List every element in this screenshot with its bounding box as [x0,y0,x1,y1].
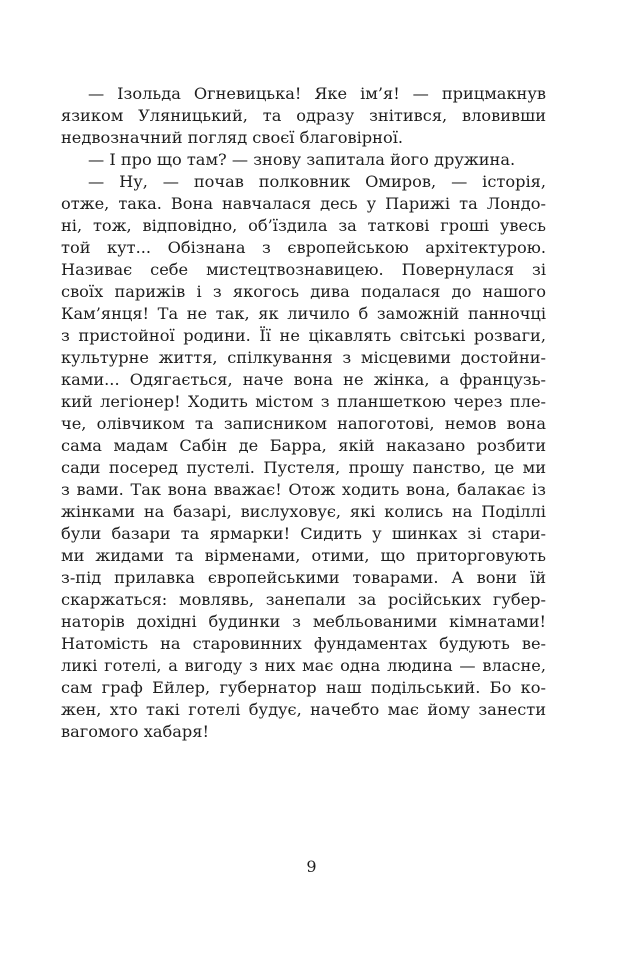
text-line: сама мадам Сабін де Барра, якій наказано розбити [61,436,546,455]
text-line: сади посеред пустелі. Пустеля, прошу панство, це ми [61,458,546,477]
text-line: Називає себе мистецтвознавицею. Повернулася зі [61,260,546,279]
text-line: своїх парижів і з якогось дива подалася до нашого [61,282,546,301]
page-number: 9 [306,857,317,876]
text-line: наторів дохідні будинки з мебльованими кімнатами! [61,612,546,631]
text-line: Натомість на старовинних фундаментах будують ве- [61,634,546,653]
text-line: ликі готелі, а вигоду з них має одна людина — власне, [61,656,546,675]
text-line: жен, хто такі готелі будує, начебто має йому занести [61,700,546,719]
text-line: з пристойної родини. Її не цікавлять світські розваги, [61,326,546,345]
text-line: сам граф Ейлер, губернатор наш подільський. Бо ко- [61,678,546,697]
text-line: ками... Одягається, наче вона не жінка, а французь- [61,370,546,389]
text-line: культурне життя, спілкування з місцевими достойни- [61,348,546,367]
text-line: з-під прилавка європейськими товарами. А вони їй [61,568,546,587]
text-line: жінками на базарі, вислуховує, які колись на Поділлі [61,502,546,521]
text-line: — Ізольда Огневицька! Яке ім’я! — прицмакнув [88,84,546,103]
text-line: ми жидами та вірменами, отими, що приторговують [61,546,546,565]
text-line: — Ну, — почав полковник Омиров, — історія, [88,172,546,191]
text-line: — І про що там? — знову запитала його дружина. [88,150,516,169]
text-line: той кут... Обізнана з європейською архітектурою. [61,238,546,257]
text-line: Кам’янця! Та не так, як личило б заможній панночці [61,304,546,323]
text-line: скаржаться: мовлявь, занепали за російських губер- [61,590,546,609]
text-line: недвозначний погляд своєї благовірної. [61,128,404,147]
text-line: ні, тож, відповідно, об’їздила за таткові гроші увесь [61,216,546,235]
text-line: вагомого хабаря! [61,722,209,741]
text-line: язиком Уляницький, та одразу знітився, вловивши [61,106,546,125]
text-line: отже, така. Вона навчалася десь у Парижі та Лондо- [61,194,546,213]
text-line: були базари та ярмарки! Сидить у шинках зі стари- [61,524,546,543]
text-line: че, олівчиком та записником напоготові, немов вона [61,414,546,433]
text-line: з вами. Так вона вважає! Отож ходить вона, балакає із [61,480,546,499]
text-line: кий легіонер! Ходить містом з планшеткою через пле- [61,392,546,411]
